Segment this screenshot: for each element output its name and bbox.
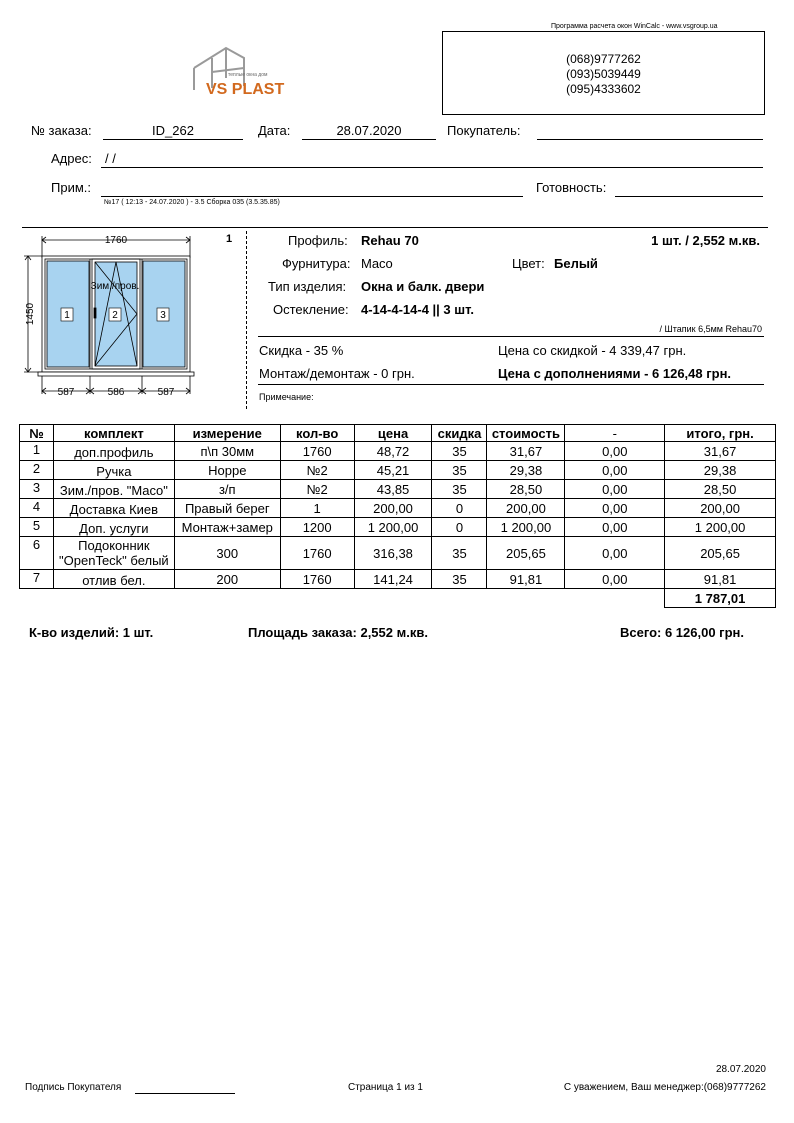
cell: 1 200,00 [354,518,432,537]
dim-height: 1450 [25,302,36,326]
cell: 200 [174,570,280,589]
profile-label: Профиль: [288,233,348,248]
company-logo [186,38,285,108]
cell: Доп. услуги [53,518,174,537]
phone-1: (068)9777262 [566,52,641,66]
order-no: ID_262 [152,123,194,138]
cell: 35 [432,461,487,480]
date-label: Дата: [258,123,291,138]
cell: 31,67 [487,442,565,461]
summary-count: К-во изделий: 1 шт. [29,625,154,640]
cell: 1760 [280,537,354,570]
table-row [20,480,776,499]
cell: 35 [432,480,487,499]
price-extras: Цена с дополнениями - 6 126,48 грн. [498,366,732,381]
discount: Скидка - 35 % [259,343,344,358]
cell: 35 [432,570,487,589]
cell: 29,38 [665,461,776,480]
note-label: Прим.: [51,180,91,195]
color-value: Белый [554,256,598,271]
address-label: Адрес: [51,151,92,166]
col-header: кол-во [280,425,354,442]
dim-width: 1760 [104,235,128,246]
cell: Монтаж+замер [174,518,280,537]
dim-section-1: 587 [57,387,75,398]
col-header: стоимость [487,425,565,442]
cell: 0 [432,518,487,537]
signature-label: Подпись Покупателя [25,1082,122,1093]
dim-section-3: 587 [157,387,175,398]
table-total-row [20,589,776,608]
order-date: 28.07.2020 [336,123,402,138]
dim-section-2: 586 [107,387,125,398]
hardware-label: Фурнитура: [282,256,351,271]
bead-note: / Штапик 6,5мм Rehau70 [659,324,762,334]
cell: Доставка Киев [53,499,174,518]
cell: 6 [20,537,54,570]
table-total: 1 787,01 [665,589,776,608]
table-header-row [20,425,776,442]
color-label: Цвет: [512,256,545,271]
cell: 1760 [280,442,354,461]
col-header: измерение [174,425,280,442]
table-row [20,461,776,480]
cell: Hoppe [174,461,280,480]
cell: 200,00 [487,499,565,518]
col-header: цена [354,425,432,442]
signature-line [135,1093,235,1094]
table-row [20,570,776,589]
cell: 28,50 [487,480,565,499]
logo-tagline: теплые окна дом [228,72,268,78]
hardware-value: Maco [361,256,393,271]
cell: 1760 [280,570,354,589]
product-index: 1 [226,233,233,245]
cell: 316,38 [354,537,432,570]
cell: 43,85 [354,480,432,499]
cell: 2 [20,461,54,480]
table-row [20,518,776,537]
cell: 0 [432,499,487,518]
pane-2: 2 [112,310,118,321]
qty-area: 1 шт. / 2,552 м.кв. [651,233,760,248]
cell: п\п 30мм [174,442,280,461]
buyer-label: Покупатель: [447,123,521,138]
col-header: итого, грн. [665,425,776,442]
address-value: / / [105,151,116,166]
col-header: № [20,425,54,442]
cell: 45,21 [354,461,432,480]
cell: 1 [280,499,354,518]
cell: 0,00 [565,518,665,537]
cell: 205,65 [487,537,565,570]
col-header: скидка [432,425,487,442]
cell: доп.профиль [53,442,174,461]
cell: 35 [432,442,487,461]
cell: 48,72 [354,442,432,461]
manager-contact: С уважением, Ваш менеджер:(068)9777262 [563,1082,766,1093]
cell: 1 200,00 [665,518,776,537]
cell: Зим./пров. "Maco" [53,480,174,499]
cell: 0,00 [565,461,665,480]
cell: 29,38 [487,461,565,480]
cell: 35 [432,537,487,570]
cell: 7 [20,570,54,589]
ready-label: Готовность: [536,180,607,195]
cell: 0,00 [565,480,665,499]
profile-value: Rehau 70 [361,233,419,248]
cell: 1200 [280,518,354,537]
col-header: комплект [53,425,174,442]
footer-date: 28.07.2020 [715,1064,766,1075]
cell: 4 [20,499,54,518]
col-header: - [565,425,665,442]
program-note: Программа расчета окон WinCalc - www.vsgroup.ua [551,23,718,30]
logo-text: VS PLAST [206,81,285,98]
order-meta: №17 ( 12:13 - 24.07.2020 ) - 3.5 Сборка 035 (3.5.35.85) [104,199,280,206]
phone-3: (095)4333602 [566,82,641,96]
cell: 205,65 [665,537,776,570]
sash-label: Зим./пров. [90,281,140,292]
remark-label: Примечание: [259,392,314,402]
cell: 1 [20,442,54,461]
cell: 3 [20,480,54,499]
table-row [20,499,776,518]
cell: 91,81 [487,570,565,589]
cell: 0,00 [565,499,665,518]
table-row [20,537,776,570]
glazing-label: Остекление: [273,302,349,317]
cell: Подоконник "OpenTeck" белый [53,537,174,570]
cell: 91,81 [665,570,776,589]
pane-3: 3 [160,310,166,321]
cell: 200,00 [665,499,776,518]
order-no-label: № заказа: [31,123,92,138]
page-counter: Страница 1 из 1 [348,1082,423,1093]
summary-total: Всего: 6 126,00 грн. [619,625,744,640]
cell: 0,00 [565,570,665,589]
cell: 300 [174,537,280,570]
cell: з/п [174,480,280,499]
cell: Ручка [53,461,174,480]
phone-2: (093)5039449 [566,67,641,81]
cell: 1 200,00 [487,518,565,537]
type-value: Окна и балк. двери [361,279,485,294]
cell: 141,24 [354,570,432,589]
summary-area: Площадь заказа: 2,552 м.кв. [248,625,428,640]
price-discount: Цена со скидкой - 4 339,47 грн. [498,343,687,358]
cell: Правый берег [174,499,280,518]
mounting: Монтаж/демонтаж - 0 грн. [259,366,415,381]
cell: 31,67 [665,442,776,461]
window-drawing [20,232,233,400]
glazing-value: 4-14-4-14-4 || 3 шт. [361,302,474,317]
table-row [20,442,776,461]
cell: 5 [20,518,54,537]
cell: 0,00 [565,442,665,461]
cell: 28,50 [665,480,776,499]
pane-1: 1 [64,310,70,321]
phones-box [442,31,765,115]
cell: отлив бел. [53,570,174,589]
cell: №2 [280,461,354,480]
items-table [19,424,776,608]
cell: №2 [280,480,354,499]
cell: 0,00 [565,537,665,570]
type-label: Тип изделия: [268,279,347,294]
cell: 200,00 [354,499,432,518]
